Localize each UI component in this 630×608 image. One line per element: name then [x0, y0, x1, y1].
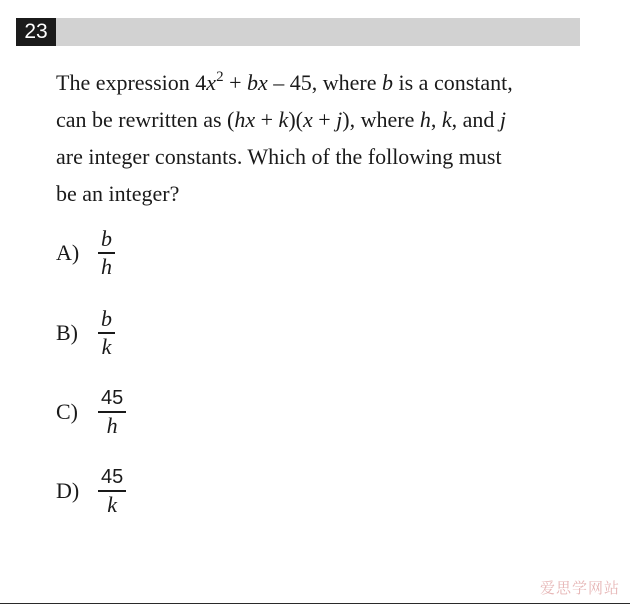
stem-var-k: k — [278, 107, 289, 132]
question-stem — [56, 64, 596, 212]
stem-text: , and — [451, 107, 500, 132]
stem-var-hx: hx — [234, 107, 256, 132]
choice-c[interactable] — [56, 385, 126, 439]
question-header-bar — [16, 18, 580, 46]
stem-line-4: be an integer? — [56, 181, 180, 206]
choice-a[interactable] — [56, 226, 115, 280]
fraction-denominator: k — [107, 491, 117, 517]
stem-var-x: x — [206, 70, 217, 95]
stem-var-b: b — [382, 70, 393, 95]
fraction-denominator: h — [101, 253, 112, 279]
fraction-numerator: b — [101, 226, 112, 251]
stem-text: , — [430, 107, 442, 132]
stem-var-k: k — [441, 107, 452, 132]
stem-line-2 — [56, 101, 596, 138]
stem-text: can be rewritten as ( — [56, 107, 235, 132]
watermark: 爱思学网站 — [539, 579, 620, 597]
choice-d[interactable] — [56, 464, 126, 518]
choice-fraction — [98, 464, 126, 518]
choice-fraction — [98, 226, 115, 280]
stem-var-x: x — [302, 107, 313, 132]
stem-var-bx: bx — [246, 70, 268, 95]
fraction-numerator: 45 — [101, 466, 124, 488]
stem-text: ), where — [342, 107, 420, 132]
fraction-denominator: h — [106, 412, 118, 438]
stem-text: + — [255, 107, 279, 132]
stem-var-j: j — [336, 107, 343, 132]
choice-label: A) — [56, 239, 80, 265]
stem-text: + — [312, 107, 337, 132]
stem-text: + — [223, 70, 247, 95]
choice-label: D) — [56, 477, 80, 503]
fraction-denominator: k — [101, 333, 112, 359]
stem-text: – 45, where — [267, 70, 382, 95]
fraction-numerator: b — [101, 306, 112, 331]
stem-text: is a constant, — [393, 70, 513, 95]
footer-divider — [0, 603, 630, 604]
choice-fraction — [98, 306, 115, 360]
question-number: 23 — [16, 18, 56, 46]
stem-exponent: 2 — [216, 69, 224, 85]
stem-line-1 — [56, 64, 596, 101]
stem-text: )( — [288, 107, 303, 132]
stem-var-j: j — [499, 107, 507, 132]
choice-b[interactable] — [56, 306, 115, 360]
stem-var-h: h — [419, 107, 431, 132]
choice-label: C) — [56, 398, 78, 424]
choice-label: B) — [56, 319, 78, 345]
fraction-numerator: 45 — [101, 387, 124, 409]
choice-fraction — [98, 385, 126, 439]
stem-line-3: are integer constants. Which of the following must — [56, 144, 502, 169]
stem-text: The expression 4 — [56, 70, 207, 95]
